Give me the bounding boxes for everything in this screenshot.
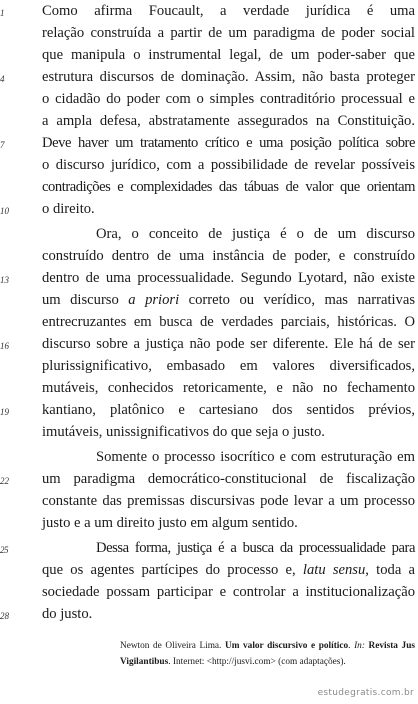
line-text: a ampla defesa, abstratamente assegurados na Constituição. [42,113,415,129]
line-text-italic: latu sensu [302,562,366,578]
line-text: Ora, o conceito de justiça é o de um discurso [96,226,415,242]
line-text: construído dentro de uma instância de poder, e construído [42,248,415,264]
line-5 [42,90,415,108]
line-10: 10 o direito. [0,201,95,217]
line-3 [42,46,415,64]
line-text: Como afirma Foucault, a verdade jurídica é uma [42,3,415,19]
line-text: plurissignificativo, embasado em valores diversificados, [42,358,415,374]
line-text: constante das premissas discursivas pode levar a um processo [42,493,415,509]
line-text: entrecruzantes em busca de verdades parciais, históricas. O [42,314,415,330]
line-text: que manipula o instrumental legal, de um poder-saber que [42,47,415,63]
line-16: 16 discurso sobre a justiça não pode ser diferente. Ele há de ser [0,336,415,352]
line-text-post: , toda a [365,562,416,578]
line-26 [42,561,415,579]
line-21 [96,448,415,466]
line-14 [42,291,415,309]
line-28: 28 do justo. [0,606,93,622]
line-text: Deve haver um tratamento crítico e uma posição política sobre [42,135,415,151]
line-text-pre: um discurso [42,292,129,308]
line-text: Somente o processo isocrítico e com estruturação em [96,449,415,465]
line-text: relação construída a partir de um paradigma de poder social [42,25,415,41]
line-text-italic: a priori [128,292,180,308]
line-text-post: correto ou verídico, mas narrativas [179,292,416,308]
line-text: discurso sobre a justiça não pode ser diferente. Ele há de ser [42,336,415,352]
line-18 [42,379,415,397]
line-text: contradições e complexidades das tábuas de valor que orientam [42,179,415,195]
line-19: 19 kantiano, platônico e cartesiano dos sentidos prévios, [0,402,415,418]
line-13: 13 dentro de uma processualidade. Segundo Lyotard, não existe [0,270,415,286]
line-4: 4 estrutura discursos de dominação. Assim, não basta proteger [0,69,415,85]
citation-in-label: In: [354,641,365,651]
line-text: kantiano, platônico e cartesiano dos sentidos prévios, [42,402,415,418]
line-text: dentro de uma processualidade. Segundo Lyotard, não existe [42,270,415,286]
line-text: Dessa forma, justiça é a busca da processualidade para [96,540,415,556]
line-text-pre: que os agentes partícipes do processo e, [42,562,303,578]
line-22: 22 um paradigma democrático-constitucional de fiscalização [0,471,415,487]
line-1: 1 Como afirma Foucault, a verdade jurídica é uma [0,3,415,19]
line-7: 7 Deve haver um tratamento crítico e uma posição política sobre [0,135,415,151]
citation-author: Newton de Oliveira Lima. [120,641,222,651]
line-15 [42,313,415,331]
line-8 [42,156,415,174]
line-27 [42,583,415,601]
line-24 [42,514,415,532]
site-watermark: estudegratis.com.br [317,688,414,698]
citation-title: Um valor discursivo e político [224,641,349,651]
line-text: o discurso jurídico, com a possibilidade de revelar possíveis [42,157,415,173]
line-2 [42,24,415,42]
line-text: sociedade possam participar e controlar a institucionalização [42,584,415,600]
line-12 [42,247,415,265]
line-text: um paradigma democrático-constitucional de fiscalização [42,471,415,487]
line-text: mutáveis, conhecidos retoricamente, e não no fechamento [42,380,415,396]
source-citation: Newton de Oliveira Lima. Um valor discursivo e político. In: Revista Jus Vigilantibus. Internet: <http://jusvi.com> (com adaptações). [120,641,415,667]
line-23 [42,492,415,510]
line-6 [42,112,415,130]
line-text: justo e a um direito justo em algum sentido. [42,515,298,531]
line-11 [96,225,415,243]
line-25: 25 Dessa forma, justiça é a busca da processualidade para [0,540,415,556]
line-text: imutáveis, unissignificativos do que seja o justo. [42,424,325,440]
citation-journal: Revista Jus Vigilantibus [120,641,415,667]
line-text: estrutura discursos de dominação. Assim, não basta proteger [42,69,415,85]
line-text: do justo. [42,606,93,622]
line-text: o cidadão do poder com o simples contraditório processual e [42,91,415,107]
line-17 [42,357,415,375]
citation-rest: . Internet: <http://jusvi.com> (com adaptações). [168,657,346,667]
line-20 [42,423,415,441]
line-9 [42,178,415,196]
line-text: o direito. [42,201,95,217]
